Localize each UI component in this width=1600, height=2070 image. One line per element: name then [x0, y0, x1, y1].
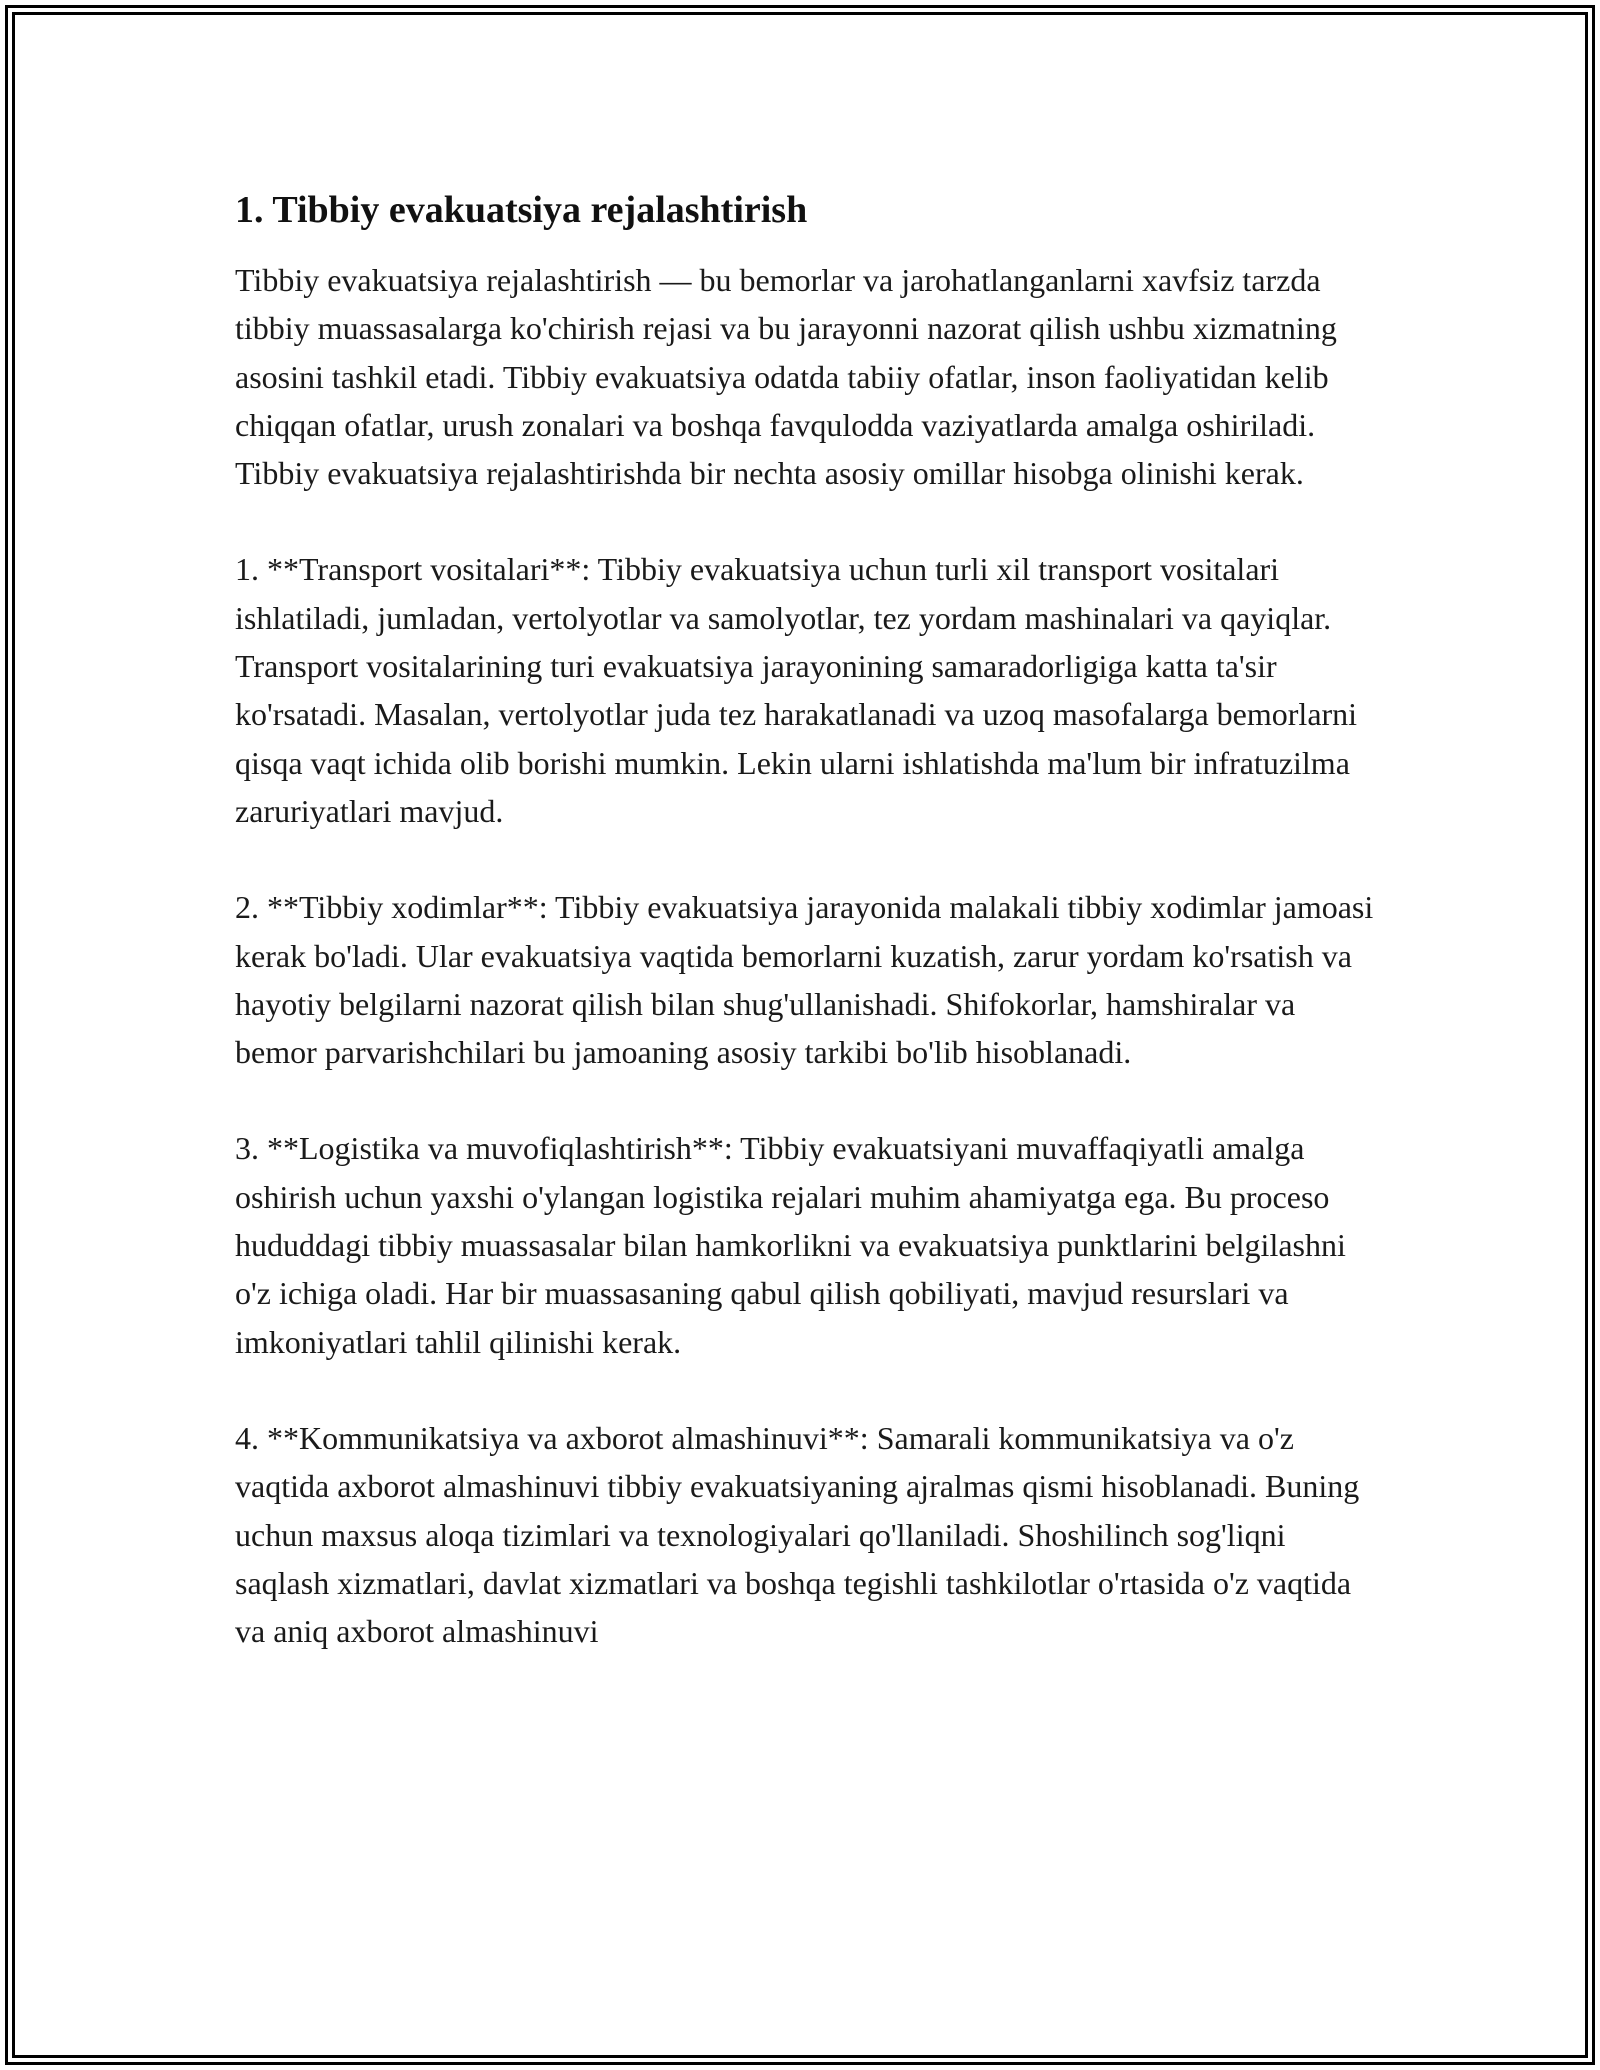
- document-body: [235, 186, 1375, 1703]
- intro-paragraph: Tibbiy evakuatsiya rejalashtirish — bu bemorlar va jarohatlanganlarni xavfsiz tarzda tibbiy muassasalarga ko'chirish rejasi va bu jarayonni nazorat qilish ushbu xizmatning asosini tashkil etadi. Tibbiy evakuatsiya odatda tabiiy ofatlar, inson faoliyatidan kelib chiqqan ofatlar, urush zonalari va boshqa favqulodda vaziyatlarda amalga oshiriladi. Tibbiy evakuatsiya rejalashtirishda bir nechta asosiy omillar hisobga olinishi kerak.: [235, 262, 1337, 492]
- paragraph-transport: 1. **Transport vositalari**: Tibbiy evakuatsiya uchun turli xil transport vositalari ishlatiladi, jumladan, vertolyotlar va samolyotlar, tez yordam mashinalari va qayiqlar. Transport vositalarining turi evakuatsiya jarayonining samaradorligiga katta ta'sir ko'rsatadi. Masalan, vertolyotlar juda tez harakatlanadi va uzoq masofalarga bemorlarni qisqa vaqt ichida olib borishi mumkin. Lekin ularni ishlatishda ma'lum bir infratuzilma zaruriyatlari mavjud.: [235, 551, 1358, 829]
- paragraph-communication: 4. **Kommunikatsiya va axborot almashinuvi**: Samarali kommunikatsiya va o'z vaqtida axborot almashinuvi tibbiy evakuatsiyaning ajralmas qismi hisoblanadi. Buning uchun maxsus aloqa tizimlari va texnologiyalari qo'llaniladi. Shoshilinch sog'liqni saqlash xizmatlari, davlat xizmatlari va boshqa tegishli tashkilotlar o'rtasida o'z vaqtida va aniq axborot almashinuvi: [235, 1419, 1360, 1650]
- section-heading: 1. Tibbiy evakuatsiya rejalashtirish: [235, 189, 808, 231]
- paragraph-logistics: 3. **Logistika va muvofiqlashtirish**: Tibbiy evakuatsiyani muvaffaqiyatli amalga oshirish uchun yaxshi o'ylangan logistika rejalari muhim ahamiyatga ega. Bu proceso hududdagi tibbiy muassasalar bilan hamkorlikni va evakuatsiya punktlarini belgilashni o'z ichiga oladi. Har bir muassasaning qabul qilish qobiliyati, mavjud resurslari va imkoniyatlari tahlil qilinishi kerak.: [235, 1130, 1346, 1360]
- paragraph-medical-staff: 2. **Tibbiy xodimlar**: Tibbiy evakuatsiya jarayonida malakali tibbiy xodimlar jamoasi kerak bo'ladi. Ular evakuatsiya vaqtida bemorlarni kuzatish, zarur yordam ko'rsatish va hayotiy belgilarni nazorat qilish bilan shug'ullanishadi. Shifokorlar, hamshiralar va bemor parvarishchilari bu jamoaning asosiy tarkibi bo'lib hisoblanadi.: [235, 889, 1374, 1071]
